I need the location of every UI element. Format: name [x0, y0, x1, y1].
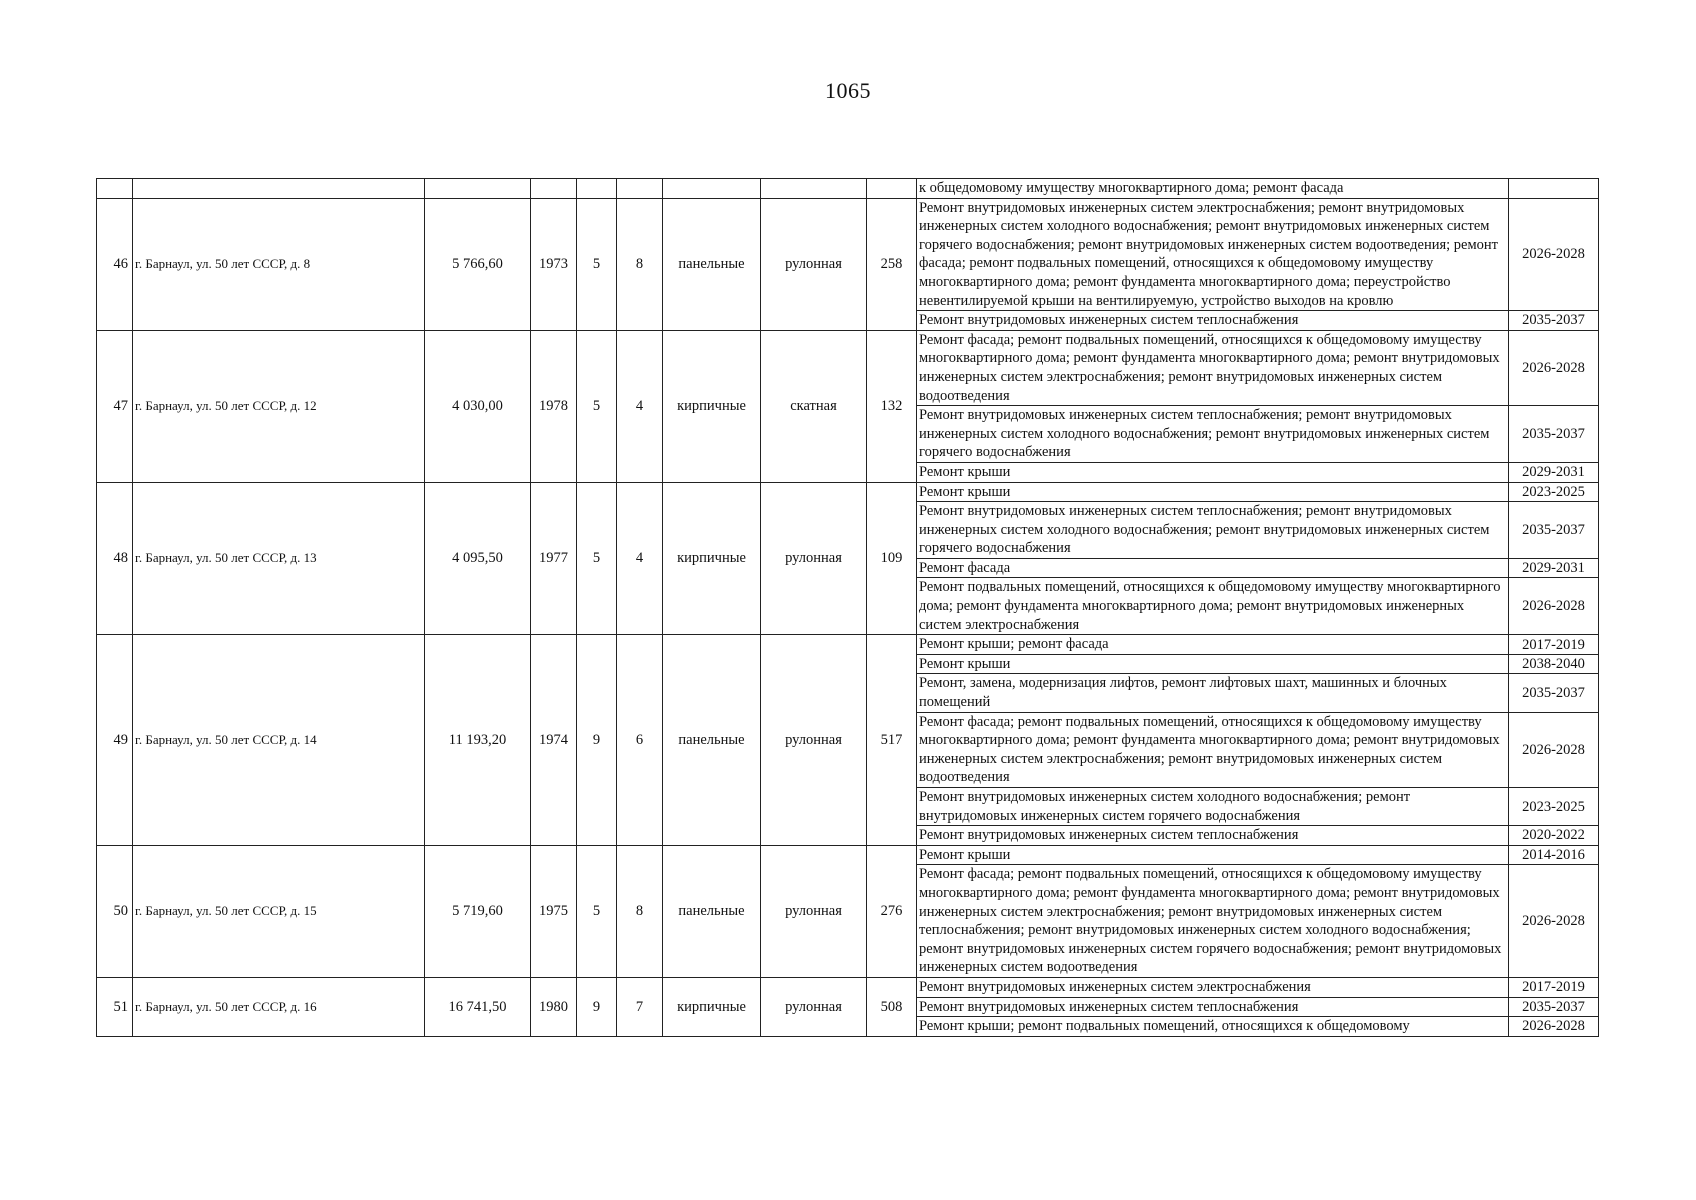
work-period: 2017-2019	[1509, 977, 1599, 997]
floors-count: 9	[577, 635, 617, 846]
roof-type: рулонная	[761, 482, 867, 635]
work-description: Ремонт крыши	[917, 654, 1509, 674]
build-year: 1980	[531, 977, 577, 1036]
work-description: к общедомовому имуществу многоквартирного дома; ремонт фасада	[917, 179, 1509, 199]
work-description: Ремонт, замена, модернизация лифтов, ремонт лифтовых шахт, машинных и блочных помещений	[917, 674, 1509, 712]
work-description: Ремонт крыши; ремонт подвальных помещений, относящихся к общедомовому	[917, 1017, 1509, 1037]
work-period: 2017-2019	[1509, 635, 1599, 655]
row-number: 48	[97, 482, 133, 635]
building-address: г. Барнаул, ул. 50 лет СССР, д. 16	[133, 977, 425, 1036]
row-number: 50	[97, 845, 133, 977]
roof-type: рулонная	[761, 635, 867, 846]
build-year: 1973	[531, 198, 577, 330]
building-address: г. Барнаул, ул. 50 лет СССР, д. 14	[133, 635, 425, 846]
work-description: Ремонт внутридомовых инженерных систем электроснабжения; ремонт внутридомовых инженерных систем холодного водоснабжения; ремонт внутридомовых инженерных систем горячего водоснабжения; ремонт внутридомовых инженерных систем водоотведения; ремонт фасада; ремонт подвальных помещений, относящихся к общедомовому имуществу многоквартирного дома; ремонт фундамента многоквартирного дома; переустройство невентилируемой крыши на вентилируемую, устройство выходов на кровлю	[917, 198, 1509, 311]
entrances-count: 4	[617, 482, 663, 635]
floors-count: 5	[577, 198, 617, 330]
repair-schedule-table	[96, 178, 1599, 1037]
wall-material: кирпичные	[663, 330, 761, 482]
table-row	[97, 635, 1599, 655]
wall-material: панельные	[663, 198, 761, 330]
build-year: 1974	[531, 635, 577, 846]
table-row	[97, 845, 1599, 865]
entrances-count: 8	[617, 198, 663, 330]
work-description: Ремонт фасада	[917, 558, 1509, 578]
work-description: Ремонт внутридомовых инженерных систем теплоснабжения	[917, 997, 1509, 1017]
work-period: 2035-2037	[1509, 997, 1599, 1017]
floors-count: 5	[577, 845, 617, 977]
floors-count: 9	[577, 977, 617, 1036]
build-year: 1977	[531, 482, 577, 635]
work-period: 2026-2028	[1509, 1017, 1599, 1037]
row-number: 46	[97, 198, 133, 330]
work-period: 2035-2037	[1509, 502, 1599, 559]
work-period: 2023-2025	[1509, 482, 1599, 502]
floors-count: 5	[577, 330, 617, 482]
entrances-count: 6	[617, 635, 663, 846]
empty-cell	[617, 179, 663, 199]
work-period: 2026-2028	[1509, 865, 1599, 978]
row-number: 47	[97, 330, 133, 482]
building-address: г. Барнаул, ул. 50 лет СССР, д. 15	[133, 845, 425, 977]
work-description: Ремонт крыши	[917, 462, 1509, 482]
empty-cell	[425, 179, 531, 199]
table-row	[97, 482, 1599, 502]
row-number: 51	[97, 977, 133, 1036]
wall-material: кирпичные	[663, 977, 761, 1036]
wall-material: панельные	[663, 845, 761, 977]
work-period: 2038-2040	[1509, 654, 1599, 674]
build-year: 1975	[531, 845, 577, 977]
work-period: 2035-2037	[1509, 311, 1599, 331]
work-description: Ремонт внутридомовых инженерных систем теплоснабжения	[917, 311, 1509, 331]
building-address: г. Барнаул, ул. 50 лет СССР, д. 8	[133, 198, 425, 330]
work-period: 2026-2028	[1509, 712, 1599, 787]
empty-cell	[133, 179, 425, 199]
entrances-count: 8	[617, 845, 663, 977]
work-period: 2020-2022	[1509, 826, 1599, 846]
page-number: 1065	[825, 78, 871, 103]
work-description: Ремонт крыши	[917, 482, 1509, 502]
empty-cell	[1509, 179, 1599, 199]
total-area: 11 193,20	[425, 635, 531, 846]
roof-type: рулонная	[761, 198, 867, 330]
total-area: 5 719,60	[425, 845, 531, 977]
table-row	[97, 330, 1599, 405]
work-period: 2035-2037	[1509, 674, 1599, 712]
row-number: 49	[97, 635, 133, 846]
total-area: 5 766,60	[425, 198, 531, 330]
building-address: г. Барнаул, ул. 50 лет СССР, д. 13	[133, 482, 425, 635]
work-period: 2026-2028	[1509, 198, 1599, 311]
work-description: Ремонт подвальных помещений, относящихся к общедомовому имуществу многоквартирного дома; ремонт фундамента многоквартирного дома; ремонт внутридомовых инженерных систем электроснабжения	[917, 578, 1509, 635]
work-description: Ремонт внутридомовых инженерных систем теплоснабжения; ремонт внутридомовых инженерных систем холодного водоснабжения; ремонт внутридомовых инженерных систем горячего водоснабжения	[917, 406, 1509, 463]
work-period: 2014-2016	[1509, 845, 1599, 865]
work-description: Ремонт внутридомовых инженерных систем теплоснабжения	[917, 826, 1509, 846]
empty-cell	[577, 179, 617, 199]
apartments-count: 517	[867, 635, 917, 846]
work-period: 2029-2031	[1509, 462, 1599, 482]
apartments-count: 132	[867, 330, 917, 482]
empty-cell	[531, 179, 577, 199]
apartments-count: 109	[867, 482, 917, 635]
work-description: Ремонт внутридомовых инженерных систем холодного водоснабжения; ремонт внутридомовых инженерных систем горячего водоснабжения	[917, 788, 1509, 826]
continuation-row	[97, 179, 1599, 199]
work-period: 2035-2037	[1509, 406, 1599, 463]
total-area: 16 741,50	[425, 977, 531, 1036]
work-description: Ремонт крыши; ремонт фасада	[917, 635, 1509, 655]
work-description: Ремонт внутридомовых инженерных систем теплоснабжения; ремонт внутридомовых инженерных систем холодного водоснабжения; ремонт внутридомовых инженерных систем горячего водоснабжения	[917, 502, 1509, 559]
total-area: 4 095,50	[425, 482, 531, 635]
entrances-count: 7	[617, 977, 663, 1036]
table-body	[97, 179, 1599, 1037]
work-period: 2026-2028	[1509, 578, 1599, 635]
roof-type: рулонная	[761, 845, 867, 977]
work-description: Ремонт крыши	[917, 845, 1509, 865]
apartments-count: 508	[867, 977, 917, 1036]
empty-cell	[867, 179, 917, 199]
empty-cell	[663, 179, 761, 199]
total-area: 4 030,00	[425, 330, 531, 482]
wall-material: панельные	[663, 635, 761, 846]
building-address: г. Барнаул, ул. 50 лет СССР, д. 12	[133, 330, 425, 482]
apartments-count: 258	[867, 198, 917, 330]
roof-type: скатная	[761, 330, 867, 482]
work-description: Ремонт фасада; ремонт подвальных помещений, относящихся к общедомовому имуществу многоквартирного дома; ремонт фундамента многоквартирного дома; ремонт внутридомовых инженерных систем электроснабжения; ремонт внутридомовых инженерных систем водоотведения	[917, 330, 1509, 405]
empty-cell	[97, 179, 133, 199]
work-period: 2023-2025	[1509, 788, 1599, 826]
work-description: Ремонт фасада; ремонт подвальных помещений, относящихся к общедомовому имуществу многоквартирного дома; ремонт фундамента многоквартирного дома; ремонт внутридомовых инженерных систем электроснабжения; ремонт внутридомовых инженерных систем теплоснабжения; ремонт внутридомовых инженерных систем холодного водоснабжения; ремонт внутридомовых инженерных систем горячего водоснабжения; ремонт внутридомовых инженерных систем водоотведения	[917, 865, 1509, 978]
entrances-count: 4	[617, 330, 663, 482]
empty-cell	[761, 179, 867, 199]
work-description: Ремонт внутридомовых инженерных систем электроснабжения	[917, 977, 1509, 997]
table-row	[97, 977, 1599, 997]
apartments-count: 276	[867, 845, 917, 977]
wall-material: кирпичные	[663, 482, 761, 635]
work-period: 2029-2031	[1509, 558, 1599, 578]
work-description: Ремонт фасада; ремонт подвальных помещений, относящихся к общедомовому имуществу многоквартирного дома; ремонт фундамента многоквартирного дома; ремонт внутридомовых инженерных систем электроснабжения; ремонт внутридомовых инженерных систем водоотведения	[917, 712, 1509, 787]
floors-count: 5	[577, 482, 617, 635]
build-year: 1978	[531, 330, 577, 482]
work-period: 2026-2028	[1509, 330, 1599, 405]
roof-type: рулонная	[761, 977, 867, 1036]
table-row	[97, 198, 1599, 311]
